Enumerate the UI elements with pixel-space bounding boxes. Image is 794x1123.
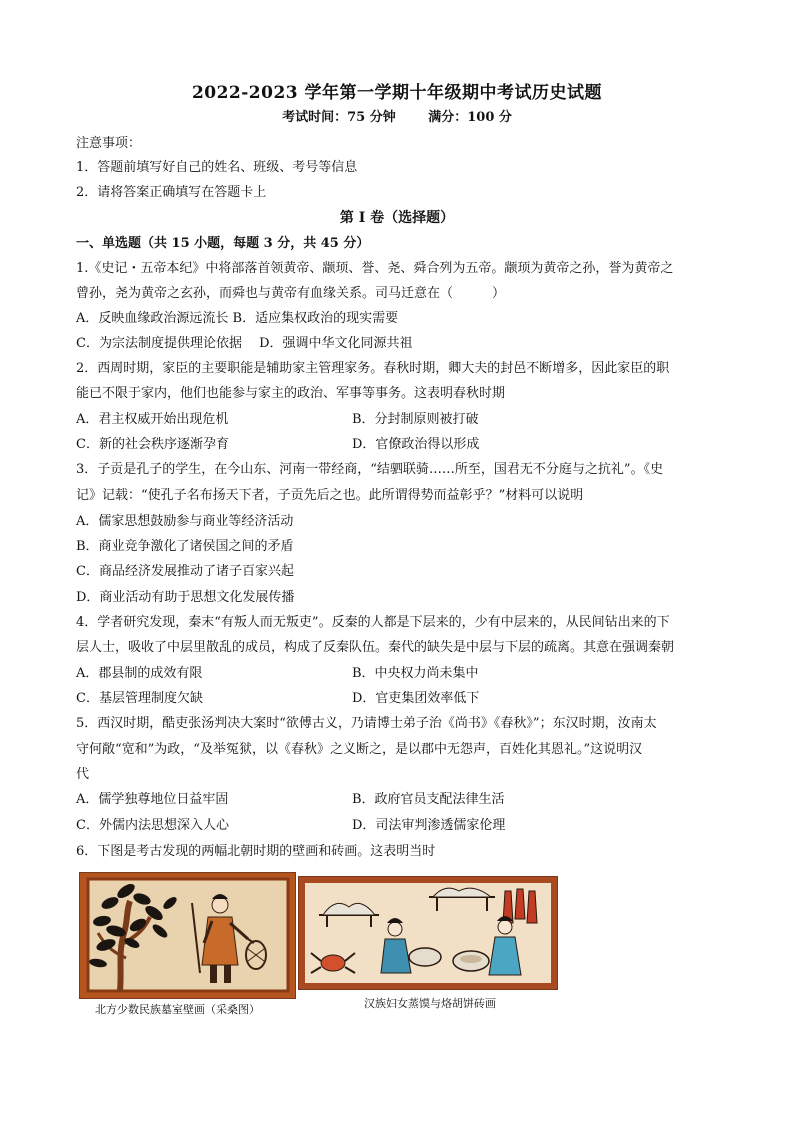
mulberry-picking-mural-drawing [80,873,295,998]
exam-score: 满分：100 分 [428,110,512,125]
option-d: D．官僚政治得以形成 [352,437,480,452]
question-5-text: 守何敞“宽和”为政，“及举冤狱，以《春秋》之义断之，是以郡中无怨声，百姓化其恩礼。”这说明汉 [76,742,643,757]
note-item: 2．请将答案正确填写在答题卡上 [76,185,267,200]
option-b: B．分封制原则被打破 [352,412,479,427]
option-a: A．郡县制的成效有限 [76,666,203,681]
option-d: D．司法审判渗透儒家伦理 [352,818,506,833]
question-3-text: 记》记载：“使孔子名布扬天下者，子贡先后之也。此所谓得势而益彰乎？”材料可以说明 [76,488,584,503]
question-4-text: 层人士，吸收了中层里散乱的成员，构成了反秦队伍。秦代的缺失是中层与下层的疏离。其意在强调秦朝 [76,640,675,655]
exam-subtitle [0,106,794,125]
question-3-option: D．商业活动有助于思想文化发展传播 [76,590,295,605]
question-3-option: A．儒家思想鼓励参与商业等经济活动 [76,514,294,529]
option-c: C．外儒内法思想深入人心 [76,818,229,833]
note-item: 1．答题前填写好自己的姓名、班级、考号等信息 [76,160,358,175]
option-c: C．基层管理制度欠缺 [76,691,203,706]
left-figure-caption: 北方少数民族墓室壁画（采桑图） [95,1003,260,1016]
steaming-buns-brick-painting-image [298,876,558,990]
question-5-text: 5．西汉时期，酷吏张汤判决大案时“欲傅古义，乃请博士弟子治《尚书》《春秋》”；东汉时期，汝南太 [76,716,657,731]
option-a: A．儒学独尊地位日益牢固 [76,792,229,807]
mulberry-picking-mural-image [79,872,296,999]
section-heading: 一、单选题（共 15 小题，每题 3 分，共 45 分） [76,236,370,251]
question-3-option: B．商业竞争激化了诸侯国之间的矛盾 [76,539,294,554]
question-1-option: A．反映血缘政治源远流长 B．适应集权政治的现实需要 [76,311,399,326]
question-3-option: C．商品经济发展推动了诸子百家兴起 [76,564,294,579]
question-3-text: 3．子贡是孔子的学生，在今山东、河南一带经商，“结驷联骑……所至，国君无不分庭与之抗礼”。《史 [76,462,664,477]
option-a: A．君主权威开始出现危机 [76,412,229,427]
question-5-text: 代 [76,767,90,782]
right-figure-caption: 汉族妇女蒸馍与烙胡饼砖画 [364,997,496,1010]
exam-time: 考试时间：75 分钟 [282,110,396,125]
notes-heading: 注意事项： [76,136,142,151]
option-c: C．新的社会秩序逐渐孕育 [76,437,229,452]
volume-heading: 第 I 卷（选择题） [339,210,455,226]
question-1-option: C．为宗法制度提供理论依据 D．强调中华文化同源共祖 [76,336,413,351]
brick-painting-drawing [299,877,557,989]
option-b: B．中央权力尚未集中 [352,666,479,681]
exam-title: 2022-2023 学年第一学期十年级期中考试历史试题 [191,83,603,103]
question-1-text: 1.《史记・五帝本纪》中将部落首领黄帝、颛顼、誉、尧、舜合列为五帝。颛顼为黄帝之孙，誉为黄帝之 [76,261,674,276]
option-d: D．官吏集团效率低下 [352,691,480,706]
question-4-text: 4．学者研究发现，秦末“有叛人而无叛吏”。反秦的人都是下层来的，少有中层来的，从民间钻出来的下 [76,615,670,630]
question-1-text: 曾孙，尧为黄帝之玄孙，而舜也与黄帝有血缘关系。司马迁意在（ ） [76,286,506,301]
question-6-text: 6．下图是考古发现的两幅北朝时期的壁画和砖画。这表明当时 [76,844,436,859]
option-b: B．政府官员支配法律生活 [352,792,505,807]
question-2-text: 2．西周时期，家臣的主要职能是辅助家主管理家务。春秋时期，卿大夫的封邑不断增多，因此家臣的职 [76,361,670,376]
question-2-text: 能已不限于家内，他们也能参与家主的政治、军事等事务。这表明春秋时期 [76,386,506,401]
